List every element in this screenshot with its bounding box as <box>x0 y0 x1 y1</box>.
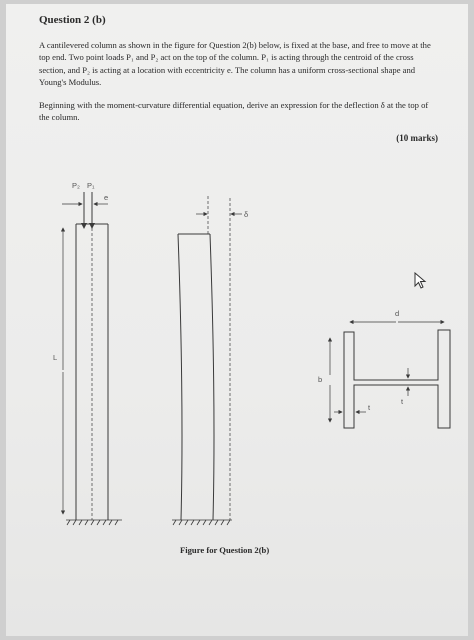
label-L: L <box>53 353 58 362</box>
label-delta: δ <box>244 210 249 219</box>
label-b: b <box>318 375 323 384</box>
marks-label: (10 marks) <box>396 133 438 143</box>
column-deflected <box>178 196 230 520</box>
column-undeformed <box>76 198 108 520</box>
fixed-base-right <box>172 520 232 525</box>
mouse-pointer-icon <box>414 272 428 295</box>
label-d: d <box>395 309 400 318</box>
label-t-web: t <box>401 397 404 406</box>
label-t-flange: t <box>368 403 371 412</box>
fixed-base-left <box>66 520 122 525</box>
question-paragraph-2: Beginning with the moment-curvature differential equation, derive an expression for the deflection δ at the top of the column. <box>39 100 429 123</box>
label-p1: P₁ <box>87 181 95 190</box>
label-e: e <box>104 193 109 202</box>
question-paragraph-1: A cantilevered column as shown in the figure for Question 2(b) below, is fixed at the base, and free to move at the top end. Two point loads P₁ and P₂ act on the top of the column. P₁ is acting through the centroid of the cross section, and P₂ is acting at a location with eccentricity e. The column has a uniform cross-sectional shape and Young's Modulus. <box>39 40 431 87</box>
figure-caption: Figure for Question 2(b) <box>180 545 270 555</box>
question-title: Question 2 (b) <box>39 14 106 26</box>
load-arrows <box>84 192 92 228</box>
i-section <box>344 330 450 428</box>
label-p2: P₂ <box>72 181 80 190</box>
